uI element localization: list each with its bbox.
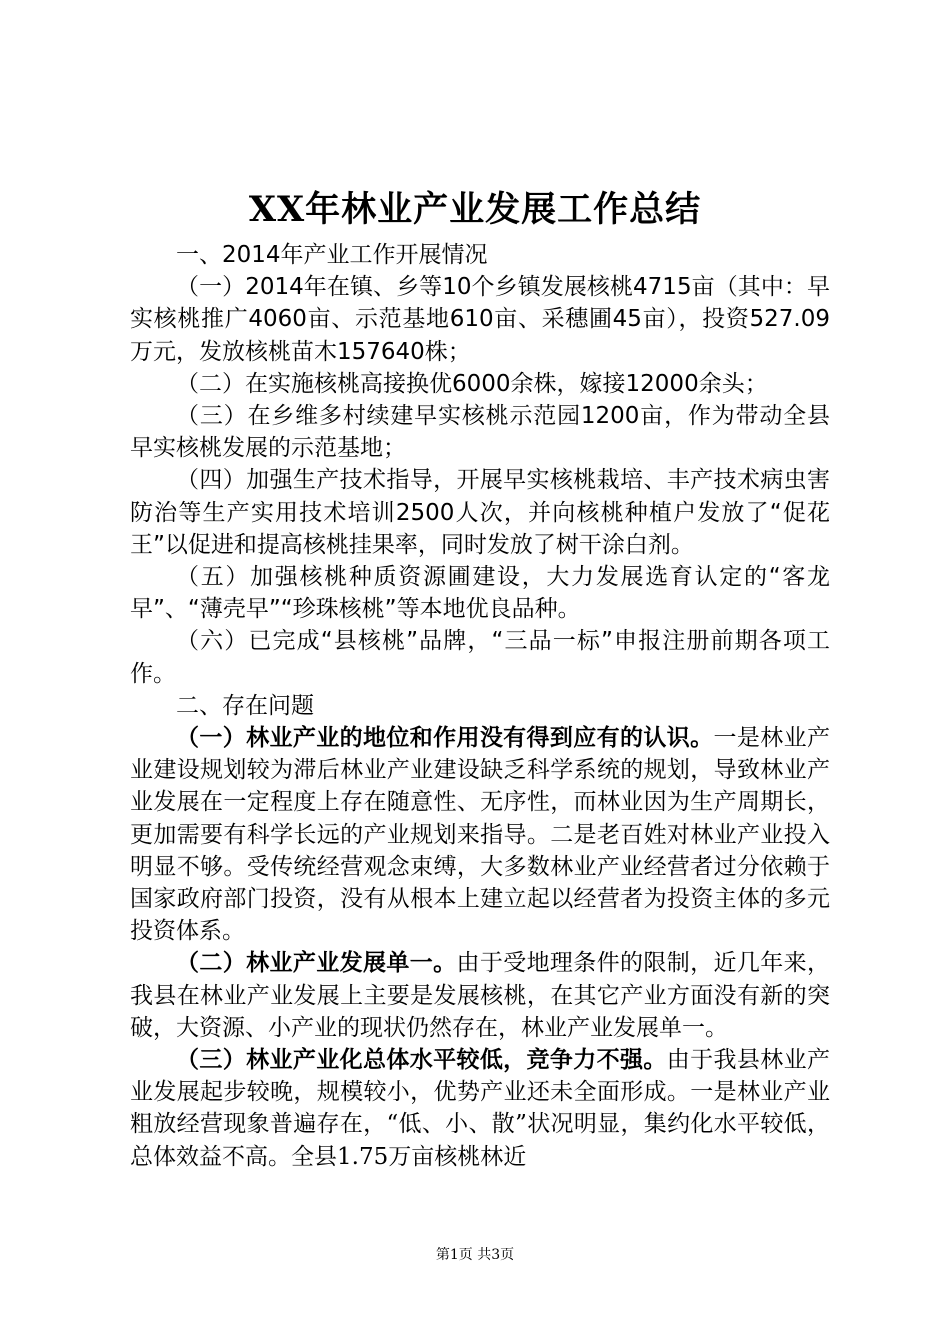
section-2-item-2 [130,947,830,1044]
section-1-item-2: （二）在实施核桃高接换优6000余株，嫁接12000余头； [176,370,768,397]
document-body [130,239,830,1173]
section-2-item-3 [130,1044,830,1173]
section-2-heading: 二、存在问题 [176,692,314,719]
section-1-item-3: （三）在乡维多村续建早实核桃示范园1200亩，作为带动全县早实核桃发展的示范基地； [130,403,830,462]
document-title: XX年林业产业发展工作总结 [248,189,702,230]
section-1-item-5: （五）加强核桃种质资源圃建设，大力发展选育认定的“客龙早”、“薄壳早”“珍珠核桃”等本地优良品种。 [130,564,830,623]
section-2-item-3-heading: （三）林业产业化总体水平较低，竞争力不强。 [176,1047,667,1074]
section-1-heading: 一、2014年产业工作开展情况 [176,242,488,268]
section-2-item-3-text: 由于我县林业产业发展起步较晚，规模较小，优势产业还未全面形成。一是林业产业粗放经营现象普遍存在，“低、小、散”状况明显，集约化水平较低，总体效益不高。全县1.75万亩核桃林近 [130,1047,831,1170]
page-footer: 第1页 共3页 [435,1247,515,1263]
section-2-item-1-heading: （一）林业产业的地位和作用没有得到应有的认识。 [176,725,714,752]
section-1-item-1: （一）2014年在镇、乡等10个乡镇发展核桃4715亩（其中：早实核桃推广4060亩、示范基地610亩、采穗圃45亩），投资527.09万元，发放核桃苗木157640株； [130,274,830,365]
section-2-item-2-text: 由于受地理条件的限制，近几年来，我县在林业产业发展上主要是发展核桃，在其它产业方面没有新的突破，大资源、小产业的现状仍然存在，林业产业发展单一。 [130,950,831,1041]
section-2-item-2-heading: （二）林业产业发展单一。 [176,950,457,977]
section-2-item-1 [130,722,830,947]
section-1-item-4: （四）加强生产技术指导，开展早实核桃栽培、丰产技术病虫害防治等生产实用技术培训2500人次，并向核桃种植户发放了“促花王”以促进和提高核桃挂果率，同时发放了树干涂白剂。 [130,467,830,558]
section-1-item-6: （六）已完成“县核桃”品牌，“三品一标”申报注册前期各项工作。 [130,628,830,687]
section-2-item-1-text: 一是林业产业建设规划较为滞后林业产业建设缺乏科学系统的规划，导致林业产业发展在一定程度上存在随意性、无序性，而林业因为生产周期长，更加需要有科学长远的产业规划来指导。二是老百姓对林业产业投入明显不够。受传统经营观念束缚，大多数林业产业经营者过分依赖于国家政府部门投资，没有从根本上建立起以经营者为投资主体的多元投资体系。 [130,725,831,945]
